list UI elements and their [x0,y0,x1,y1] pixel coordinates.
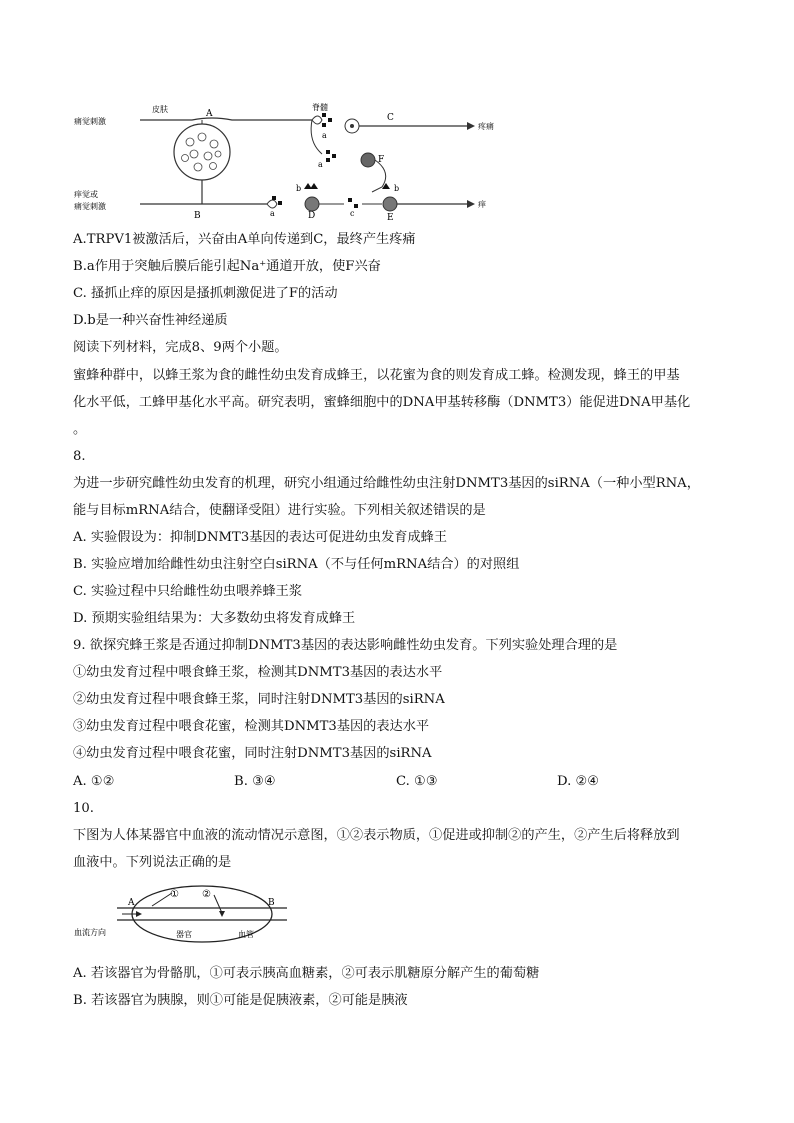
label-itch-out: 痒 [478,200,486,209]
q8-option-a: A. 实验假设为：抑制DNMT3基因的表达可促进幼虫发育成蜂王 [73,530,448,545]
q7-option-d: D.b是一种兴奋性神经递质 [73,313,228,328]
label-A: A [206,109,213,119]
fig2-label-organ: 器官 [176,930,192,939]
q9-item-3: ③幼虫发育过程中喂食花蜜，检测其DNMT3基因的表达水平 [73,719,430,734]
material-line-2: 化水平低，工蜂甲基化水平高。研究表明，蜜蜂细胞中的DNA甲基转移酶（DNMT3）能促进DNA甲基化 [73,395,691,410]
label-pain-out: 疼痛 [478,122,494,131]
blood-flow-figure [72,883,292,945]
label-D: D [308,211,316,221]
fig2-label-1: ① [170,889,179,900]
fig2-label-B: B [268,898,275,908]
q8-stem-1: 为进一步研究雌性幼虫发育的机理，研究小组通过给雌性幼虫注射DNMT3基因的siRNA（一种小型RNA， [73,476,700,491]
label-c: c [350,209,355,218]
q9-item-2: ②幼虫发育过程中喂食蜂王浆，同时注射DNMT3基因的siRNA [73,692,445,707]
q9-item-4: ④幼虫发育过程中喂食花蜜，同时注射DNMT3基因的siRNA [73,746,432,761]
q9-option-a: A. ①② [73,774,115,789]
q8-number: 8. [73,449,86,464]
label-a3: a [270,209,275,218]
label-F: F [378,155,385,165]
q9-option-c: C. ①③ [396,774,438,789]
q10-stem-1: 下图为人体某器官中血液的流动情况示意图，①②表示物质，①促进或抑制②的产生，②产生后将释放到 [73,828,680,843]
q9-stem: 9. 欲探究蜂王浆是否通过抑制DNMT3基因的表达影响雌性幼虫发育。下列实验处理合理的是 [73,638,618,653]
label-pain-stim-2: 痛觉刺激 [74,202,106,211]
material-line-1: 蜜蜂种群中，以蜂王浆为食的雌性幼虫发育成蜂王，以花蜜为食的则发育成工蜂。检测发现，蜂王的甲基 [73,368,680,383]
label-spinal: 脊髓 [312,103,328,112]
q10-option-b: B. 若该器官为胰腺，则①可能是促胰液素，②可能是胰液 [73,993,408,1008]
material-line-3: 。 [73,422,87,437]
q9-option-b: B. ③④ [234,774,276,789]
q10-stem-2: 血液中。下列说法正确的是 [73,855,232,870]
label-a2: a [318,160,323,169]
q10-option-a: A. 若该器官为骨骼肌，①可表示胰高血糖素，②可表示肌糖原分解产生的葡萄糖 [73,966,540,981]
q8-option-d: D. 预期实验组结果为：大多数幼虫将发育成蜂王 [73,611,356,626]
fig2-label-flow: 血流方向 [74,928,106,937]
label-a1: a [322,131,327,140]
reading-intro: 阅读下列材料，完成8、9两个小题。 [73,340,288,355]
fig2-label-A: A [128,898,135,908]
q10-number: 10. [73,801,94,816]
label-skin: 皮肤 [152,105,168,114]
label-b1: b [296,184,302,193]
fig2-label-2: ② [202,889,211,900]
q8-option-b: B. 实验应增加给雌性幼虫注射空白siRNA（不与任何mRNA结合）的对照组 [73,557,520,572]
label-b2: b [394,184,400,193]
label-B: B [194,211,201,221]
label-itch-or-pain: 痒觉或 [74,190,98,199]
q8-stem-2: 能与目标mRNA结合，使翻译受阻）进行实验。下列相关叙述错误的是 [73,503,486,518]
q7-option-b: B.a作用于突触后膜后能引起Na⁺通道开放，使F兴奋 [73,259,381,274]
q9-option-d: D. ②④ [557,774,600,789]
q7-option-c: C. 搔抓止痒的原因是搔抓刺激促进了F的活动 [73,286,338,301]
q8-option-c: C. 实验过程中只给雌性幼虫喂养蜂王浆 [73,584,303,599]
fig2-label-vessel: 血管 [238,930,254,939]
q7-option-a: A.TRPV1被激活后，兴奋由A单向传递到C，最终产生疼痛 [73,232,416,247]
label-E: E [387,213,394,223]
q9-item-1: ①幼虫发育过程中喂食蜂王浆，检测其DNMT3基因的表达水平 [73,665,443,680]
label-pain-stim: 痛觉刺激 [74,117,106,126]
label-C: C [387,113,394,123]
neural-pathway-figure [72,92,492,222]
